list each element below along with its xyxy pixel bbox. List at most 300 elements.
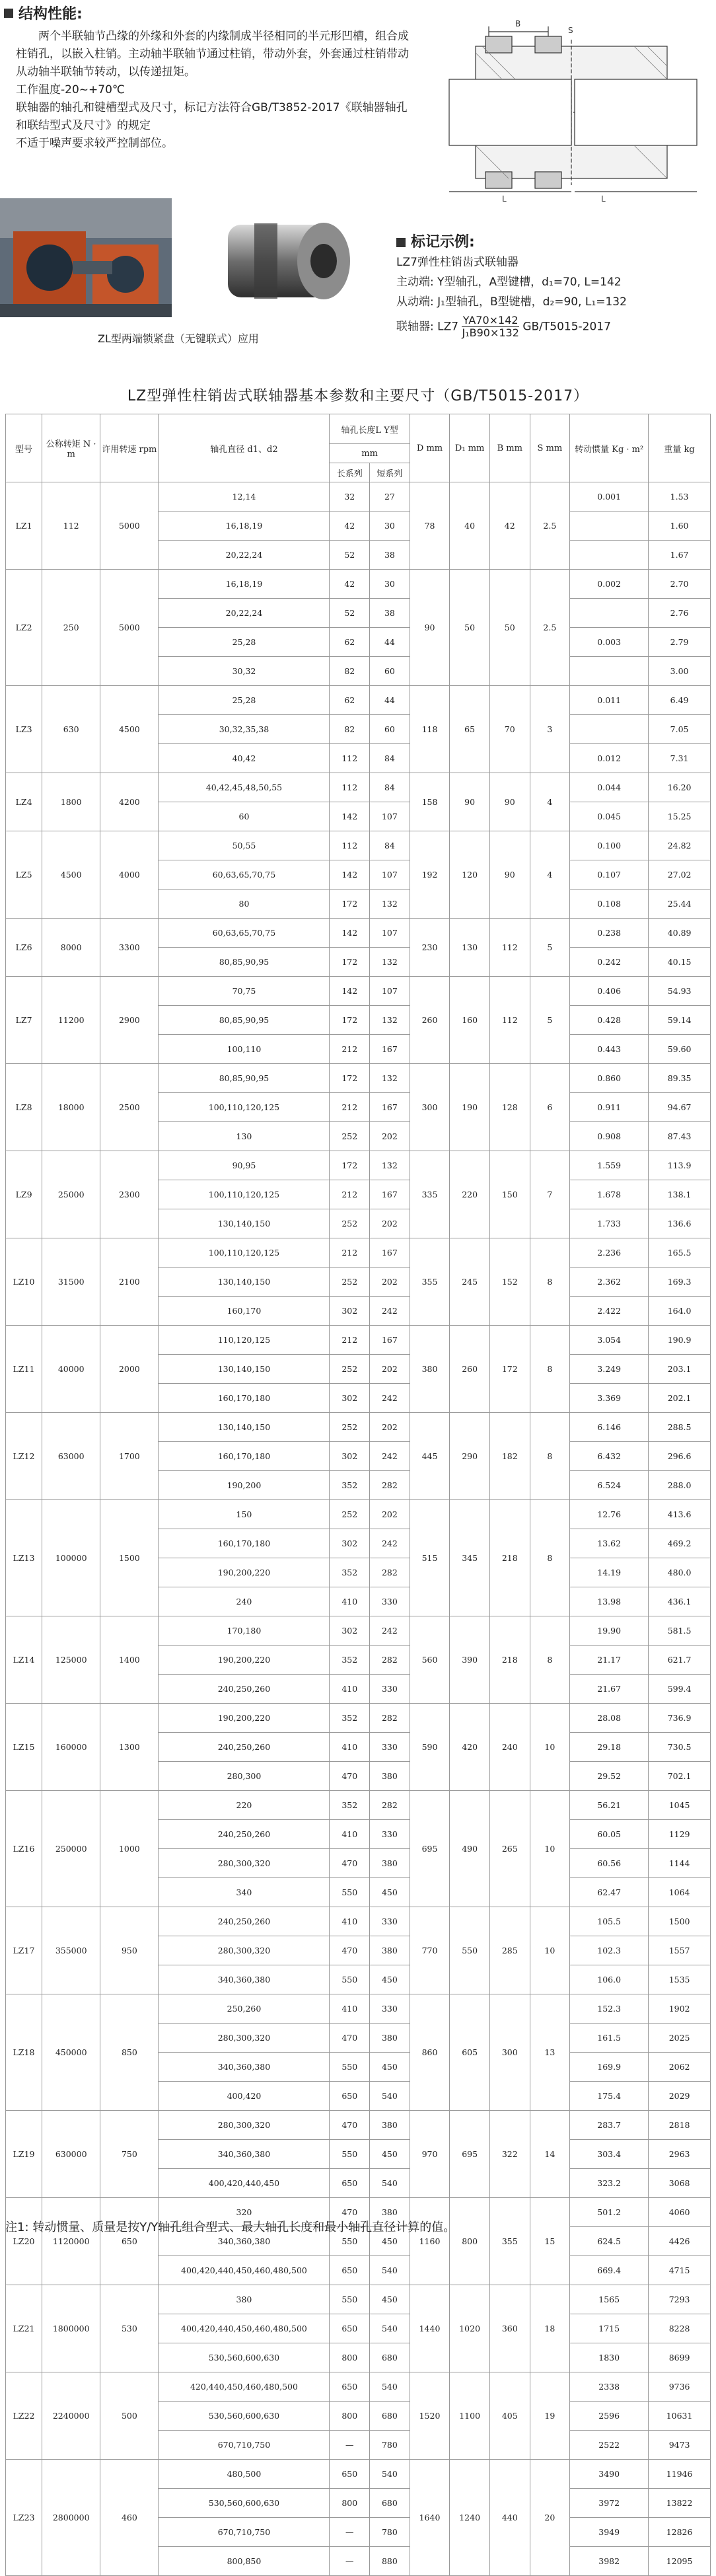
desc-paragraph-2: 工作温度-20~+70℃ bbox=[16, 83, 125, 96]
cell-speed: 5000 bbox=[100, 482, 159, 570]
table-row bbox=[6, 831, 711, 860]
cell-short: 107 bbox=[370, 919, 410, 948]
cell-inertia: 3.369 bbox=[570, 1384, 649, 1413]
table-row bbox=[6, 686, 711, 715]
cell-short: 167 bbox=[370, 1093, 410, 1122]
cell-bore: 60,63,65,70,75 bbox=[159, 919, 330, 948]
cell-short: 282 bbox=[370, 1646, 410, 1675]
desc-paragraph-4: 不适于噪声要求较严控制部位。 bbox=[16, 137, 173, 150]
cell-B: 240 bbox=[489, 1704, 530, 1791]
cell-long: 650 bbox=[330, 2256, 370, 2285]
cell-weight: 288.0 bbox=[649, 1471, 711, 1500]
cell-long: 800 bbox=[330, 2489, 370, 2518]
cell-bore: 60 bbox=[159, 802, 330, 831]
cell-short: 132 bbox=[370, 948, 410, 977]
cell-bore: 380 bbox=[159, 2285, 330, 2314]
cell-short: 380 bbox=[370, 2198, 410, 2227]
cell-short: 27 bbox=[370, 482, 410, 511]
svg-text:L: L bbox=[601, 194, 606, 204]
cell-S: 14 bbox=[530, 2111, 570, 2198]
cell-bore: 420,440,450,460,480,500 bbox=[159, 2372, 330, 2402]
cell-short: 680 bbox=[370, 2402, 410, 2431]
cell-short: 202 bbox=[370, 1268, 410, 1297]
cell-B: 50 bbox=[489, 570, 530, 686]
cell-weight: 1535 bbox=[649, 1965, 711, 1994]
cell-inertia: 3.249 bbox=[570, 1355, 649, 1384]
coupling-cross-section-drawing bbox=[436, 7, 707, 205]
cell-weight: 15.25 bbox=[649, 802, 711, 831]
cell-inertia: 2.422 bbox=[570, 1297, 649, 1326]
cell-short: 330 bbox=[370, 1675, 410, 1704]
marking-line-3: 从动端: J₁型轴孔，B型键槽，d₂=90, L₁=132 bbox=[396, 295, 627, 309]
cell-short: 780 bbox=[370, 2431, 410, 2460]
cell-inertia: 2338 bbox=[570, 2372, 649, 2402]
cell-weight: 599.4 bbox=[649, 1675, 711, 1704]
cell-B: 42 bbox=[489, 482, 530, 570]
cell-inertia: 169.9 bbox=[570, 2053, 649, 2082]
cell-torque: 2240000 bbox=[42, 2372, 100, 2460]
cell-speed: 500 bbox=[100, 2372, 159, 2460]
fraction-bottom: J₁B90×132 bbox=[462, 326, 519, 339]
cell-short: 330 bbox=[370, 1994, 410, 2024]
cell-long: 42 bbox=[330, 511, 370, 541]
cell-bore: 240 bbox=[159, 1587, 330, 1616]
table-row bbox=[6, 1994, 711, 2024]
cell-S: 4 bbox=[530, 831, 570, 919]
cell-model: LZ16 bbox=[6, 1791, 42, 1907]
cell-long: 252 bbox=[330, 1209, 370, 1238]
cell-short: 107 bbox=[370, 802, 410, 831]
cell-long: — bbox=[330, 2431, 370, 2460]
cell-long: 302 bbox=[330, 1529, 370, 1558]
cell-speed: 1400 bbox=[100, 1616, 159, 1704]
cell-weight: 621.7 bbox=[649, 1646, 711, 1675]
cell-short: 167 bbox=[370, 1238, 410, 1268]
cell-D1: 420 bbox=[450, 1704, 490, 1791]
table-row bbox=[6, 1500, 711, 1529]
cell-bore: 130,140,150 bbox=[159, 1355, 330, 1384]
cell-B: 112 bbox=[489, 919, 530, 977]
cell-long: 52 bbox=[330, 599, 370, 628]
cell-speed: 950 bbox=[100, 1907, 159, 1994]
cell-weight: 1557 bbox=[649, 1936, 711, 1965]
cell-bore: 170,180 bbox=[159, 1616, 330, 1646]
cell-torque: 160000 bbox=[42, 1704, 100, 1791]
cell-model: LZ9 bbox=[6, 1151, 42, 1238]
cell-inertia: 0.911 bbox=[570, 1093, 649, 1122]
cell-B: 128 bbox=[489, 1064, 530, 1151]
cell-inertia: 3949 bbox=[570, 2518, 649, 2547]
cell-bore: 160,170,180 bbox=[159, 1529, 330, 1558]
cell-short: 60 bbox=[370, 657, 410, 686]
cell-inertia: 2.236 bbox=[570, 1238, 649, 1268]
cell-B: 265 bbox=[489, 1791, 530, 1907]
cell-bore: 320 bbox=[159, 2198, 330, 2227]
cell-weight: 2818 bbox=[649, 2111, 711, 2140]
cell-long: 650 bbox=[330, 2314, 370, 2343]
cell-model: LZ7 bbox=[6, 977, 42, 1064]
cell-bore: 40,42 bbox=[159, 744, 330, 773]
cell-long: 212 bbox=[330, 1093, 370, 1122]
cell-long: 252 bbox=[330, 1413, 370, 1442]
cell-D1: 390 bbox=[450, 1616, 490, 1704]
cell-weight: 1129 bbox=[649, 1820, 711, 1849]
cell-B: 218 bbox=[489, 1500, 530, 1616]
cell-short: 242 bbox=[370, 1616, 410, 1646]
cell-D: 1520 bbox=[410, 2372, 450, 2460]
cell-inertia: 0.003 bbox=[570, 628, 649, 657]
cell-inertia: 0.002 bbox=[570, 570, 649, 599]
cell-S: 10 bbox=[530, 1704, 570, 1791]
cell-weight: 9736 bbox=[649, 2372, 711, 2402]
cell-bore: 150 bbox=[159, 1500, 330, 1529]
cell-inertia: 29.52 bbox=[570, 1762, 649, 1791]
cell-long: 470 bbox=[330, 2111, 370, 2140]
svg-text:L: L bbox=[502, 194, 507, 204]
cell-weight: 138.1 bbox=[649, 1180, 711, 1209]
cell-weight: 1.60 bbox=[649, 511, 711, 541]
cell-inertia bbox=[570, 599, 649, 628]
cell-model: LZ18 bbox=[6, 1994, 42, 2111]
cell-long: 172 bbox=[330, 890, 370, 919]
cell-short: 450 bbox=[370, 2053, 410, 2082]
cell-long: 650 bbox=[330, 2460, 370, 2489]
cell-model: LZ19 bbox=[6, 2111, 42, 2198]
table-row bbox=[6, 773, 711, 802]
cell-short: 450 bbox=[370, 2227, 410, 2256]
cell-inertia: 3490 bbox=[570, 2460, 649, 2489]
cell-weight: 27.02 bbox=[649, 860, 711, 890]
cell-D: 515 bbox=[410, 1500, 450, 1616]
cell-bore: 80 bbox=[159, 890, 330, 919]
cell-short: 44 bbox=[370, 628, 410, 657]
cell-bore: 16,18,19 bbox=[159, 511, 330, 541]
cell-long: 800 bbox=[330, 2343, 370, 2372]
cell-long: 252 bbox=[330, 1500, 370, 1529]
cell-D1: 160 bbox=[450, 977, 490, 1064]
marking-title: 标记示例: bbox=[396, 233, 707, 252]
cell-model: LZ13 bbox=[6, 1500, 42, 1616]
svg-text:B: B bbox=[515, 19, 521, 28]
cell-torque: 112 bbox=[42, 482, 100, 570]
cell-weight: 469.2 bbox=[649, 1529, 711, 1558]
cell-bore: 400,420 bbox=[159, 2082, 330, 2111]
cell-speed: 530 bbox=[100, 2285, 159, 2372]
cell-bore: 20,22,24 bbox=[159, 541, 330, 570]
cell-short: 107 bbox=[370, 860, 410, 890]
cell-long: 550 bbox=[330, 1878, 370, 1907]
cell-D: 335 bbox=[410, 1151, 450, 1238]
cell-D1: 1100 bbox=[450, 2372, 490, 2460]
cell-B: 150 bbox=[489, 1151, 530, 1238]
cell-bore: 240,250,260 bbox=[159, 1675, 330, 1704]
marking-formula bbox=[396, 315, 707, 339]
cell-short: 540 bbox=[370, 2314, 410, 2343]
cell-inertia: 13.62 bbox=[570, 1529, 649, 1558]
cell-long: 470 bbox=[330, 1849, 370, 1878]
cell-inertia: 0.108 bbox=[570, 890, 649, 919]
cell-B: 182 bbox=[489, 1413, 530, 1500]
cell-model: LZ23 bbox=[6, 2460, 42, 2576]
cell-inertia: 105.5 bbox=[570, 1907, 649, 1936]
cell-inertia: 283.7 bbox=[570, 2111, 649, 2140]
cell-torque: 1800 bbox=[42, 773, 100, 831]
cell-long: 410 bbox=[330, 1733, 370, 1762]
cell-weight: 10631 bbox=[649, 2402, 711, 2431]
cell-inertia: 323.2 bbox=[570, 2169, 649, 2198]
cell-bore: 30,32 bbox=[159, 657, 330, 686]
cell-bore: 800,850 bbox=[159, 2547, 330, 2576]
cell-long: — bbox=[330, 2518, 370, 2547]
cell-weight: 436.1 bbox=[649, 1587, 711, 1616]
cell-S: 8 bbox=[530, 1238, 570, 1326]
cell-bore: 340,360,380 bbox=[159, 2227, 330, 2256]
cell-short: 282 bbox=[370, 1704, 410, 1733]
cell-D: 78 bbox=[410, 482, 450, 570]
cell-S: 8 bbox=[530, 1326, 570, 1413]
cell-long: 52 bbox=[330, 541, 370, 570]
cell-B: 112 bbox=[489, 977, 530, 1064]
cell-bore: 100,110,120,125 bbox=[159, 1180, 330, 1209]
cell-S: 7 bbox=[530, 1151, 570, 1238]
cell-inertia: 0.012 bbox=[570, 744, 649, 773]
cell-speed: 1500 bbox=[100, 1500, 159, 1616]
cell-D1: 65 bbox=[450, 686, 490, 773]
cell-short: 540 bbox=[370, 2372, 410, 2402]
cell-inertia: 0.908 bbox=[570, 1122, 649, 1151]
cell-weight: 2025 bbox=[649, 2024, 711, 2053]
cell-torque: 250000 bbox=[42, 1791, 100, 1907]
cell-weight: 1.53 bbox=[649, 482, 711, 511]
cell-inertia: 3.054 bbox=[570, 1326, 649, 1355]
cell-D: 560 bbox=[410, 1616, 450, 1704]
cell-long: 410 bbox=[330, 1994, 370, 2024]
cell-bore: 70,75 bbox=[159, 977, 330, 1006]
cell-inertia: 0.044 bbox=[570, 773, 649, 802]
cell-B: 440 bbox=[489, 2460, 530, 2576]
cell-torque: 18000 bbox=[42, 1064, 100, 1151]
cell-torque: 25000 bbox=[42, 1151, 100, 1238]
cell-bore: 160,170,180 bbox=[159, 1442, 330, 1471]
cell-weight: 1500 bbox=[649, 1907, 711, 1936]
cell-D1: 40 bbox=[450, 482, 490, 570]
cell-inertia: 0.238 bbox=[570, 919, 649, 948]
cell-weight: 3068 bbox=[649, 2169, 711, 2198]
cell-long: 212 bbox=[330, 1180, 370, 1209]
cell-model: LZ6 bbox=[6, 919, 42, 977]
cell-weight: 702.1 bbox=[649, 1762, 711, 1791]
header-inertia: 转动惯量 Kg · m² bbox=[570, 414, 649, 482]
cell-D: 590 bbox=[410, 1704, 450, 1791]
cell-long: 212 bbox=[330, 1238, 370, 1268]
cell-inertia: 1.678 bbox=[570, 1180, 649, 1209]
cell-speed: 3300 bbox=[100, 919, 159, 977]
cell-inertia: 0.406 bbox=[570, 977, 649, 1006]
cell-long: 470 bbox=[330, 1936, 370, 1965]
cell-D: 90 bbox=[410, 570, 450, 686]
cell-short: 450 bbox=[370, 1878, 410, 1907]
cell-bore: 530,560,600,630 bbox=[159, 2343, 330, 2372]
cell-bore: 130 bbox=[159, 1122, 330, 1151]
cell-D1: 490 bbox=[450, 1791, 490, 1907]
cell-long: 550 bbox=[330, 2285, 370, 2314]
cell-bore: 20,22,24 bbox=[159, 599, 330, 628]
cell-inertia: 0.242 bbox=[570, 948, 649, 977]
cell-short: 330 bbox=[370, 1907, 410, 1936]
cell-D1: 220 bbox=[450, 1151, 490, 1238]
structure-description bbox=[16, 28, 412, 153]
cell-B: 90 bbox=[489, 773, 530, 831]
cell-S: 5 bbox=[530, 919, 570, 977]
cell-bore: 250,260 bbox=[159, 1994, 330, 2024]
cell-weight: 2029 bbox=[649, 2082, 711, 2111]
specifications-table bbox=[5, 414, 711, 2576]
cell-bore: 25,28 bbox=[159, 628, 330, 657]
cell-D1: 130 bbox=[450, 919, 490, 977]
cell-torque: 450000 bbox=[42, 1994, 100, 2111]
table-row bbox=[6, 570, 711, 599]
cell-short: 330 bbox=[370, 1820, 410, 1849]
cell-short: 282 bbox=[370, 1558, 410, 1587]
cell-short: 202 bbox=[370, 1122, 410, 1151]
cell-bore: 190,200,220 bbox=[159, 1704, 330, 1733]
cell-B: 285 bbox=[489, 1907, 530, 1994]
cell-model: LZ3 bbox=[6, 686, 42, 773]
cell-short: 167 bbox=[370, 1326, 410, 1355]
cell-inertia: 28.08 bbox=[570, 1704, 649, 1733]
cell-long: 550 bbox=[330, 2140, 370, 2169]
cell-inertia: 3972 bbox=[570, 2489, 649, 2518]
cell-torque: 63000 bbox=[42, 1413, 100, 1500]
cell-weight: 581.5 bbox=[649, 1616, 711, 1646]
cell-D: 230 bbox=[410, 919, 450, 977]
header-D1: D₁ mm bbox=[450, 414, 490, 482]
cell-long: 650 bbox=[330, 2372, 370, 2402]
cell-bore: 530,560,600,630 bbox=[159, 2489, 330, 2518]
cell-S: 6 bbox=[530, 1064, 570, 1151]
cell-bore: 130,140,150 bbox=[159, 1209, 330, 1238]
fraction-top: YA70×142 bbox=[462, 314, 519, 326]
cell-long: 800 bbox=[330, 2402, 370, 2431]
cell-short: 380 bbox=[370, 1762, 410, 1791]
cell-weight: 13822 bbox=[649, 2489, 711, 2518]
cell-short: 540 bbox=[370, 2082, 410, 2111]
cell-torque: 100000 bbox=[42, 1500, 100, 1616]
cell-D1: 50 bbox=[450, 570, 490, 686]
cell-model: LZ12 bbox=[6, 1413, 42, 1500]
cell-short: 242 bbox=[370, 1384, 410, 1413]
cell-S: 15 bbox=[530, 2198, 570, 2285]
cell-torque: 1800000 bbox=[42, 2285, 100, 2372]
cell-short: 450 bbox=[370, 2285, 410, 2314]
table-row bbox=[6, 2460, 711, 2489]
cell-B: 218 bbox=[489, 1616, 530, 1704]
cell-weight: 6.49 bbox=[649, 686, 711, 715]
cell-B: 90 bbox=[489, 831, 530, 919]
table-row bbox=[6, 1907, 711, 1936]
cell-short: 380 bbox=[370, 1849, 410, 1878]
cell-B: 70 bbox=[489, 686, 530, 773]
cell-torque: 40000 bbox=[42, 1326, 100, 1413]
cell-D1: 290 bbox=[450, 1413, 490, 1500]
cell-torque: 4500 bbox=[42, 831, 100, 919]
cell-inertia: 21.67 bbox=[570, 1675, 649, 1704]
cell-S: 10 bbox=[530, 1791, 570, 1907]
cell-short: 242 bbox=[370, 1442, 410, 1471]
cell-speed: 4500 bbox=[100, 686, 159, 773]
cell-model: LZ4 bbox=[6, 773, 42, 831]
cell-inertia: 3982 bbox=[570, 2547, 649, 2576]
header-unit: mm bbox=[330, 444, 410, 463]
cell-bore: 240,250,260 bbox=[159, 1907, 330, 1936]
cell-long: 352 bbox=[330, 1704, 370, 1733]
cell-speed: 460 bbox=[100, 2460, 159, 2576]
cell-bore: 100,110,120,125 bbox=[159, 1238, 330, 1268]
cell-short: 780 bbox=[370, 2518, 410, 2547]
cell-short: 202 bbox=[370, 1413, 410, 1442]
cell-inertia: 2522 bbox=[570, 2431, 649, 2460]
cell-weight: 40.89 bbox=[649, 919, 711, 948]
header-S: S mm bbox=[530, 414, 570, 482]
cell-S: 18 bbox=[530, 2285, 570, 2372]
cell-bore: 160,170 bbox=[159, 1297, 330, 1326]
cell-inertia: 13.98 bbox=[570, 1587, 649, 1616]
cell-speed: 4000 bbox=[100, 831, 159, 919]
cell-torque: 125000 bbox=[42, 1616, 100, 1704]
cell-weight: 1144 bbox=[649, 1849, 711, 1878]
cell-bore: 190,200 bbox=[159, 1471, 330, 1500]
cell-weight: 1.67 bbox=[649, 541, 711, 570]
cell-long: 82 bbox=[330, 657, 370, 686]
cell-long: 470 bbox=[330, 2024, 370, 2053]
cell-D1: 1240 bbox=[450, 2460, 490, 2576]
cell-weight: 4060 bbox=[649, 2198, 711, 2227]
cell-inertia: 1830 bbox=[570, 2343, 649, 2372]
cell-weight: 16.20 bbox=[649, 773, 711, 802]
table-row bbox=[6, 977, 711, 1006]
cell-bore: 240,250,260 bbox=[159, 1733, 330, 1762]
structure-title: 结构性能: bbox=[4, 3, 83, 23]
cell-weight: 2963 bbox=[649, 2140, 711, 2169]
table-row bbox=[6, 919, 711, 948]
cell-D1: 190 bbox=[450, 1064, 490, 1151]
cell-bore: 280,300,320 bbox=[159, 1936, 330, 1965]
cell-speed: 2500 bbox=[100, 1064, 159, 1151]
cell-short: 202 bbox=[370, 1355, 410, 1384]
cell-long: 352 bbox=[330, 1471, 370, 1500]
cell-short: 132 bbox=[370, 1006, 410, 1035]
cell-bore: 30,32,35,38 bbox=[159, 715, 330, 744]
footnote: 注1: 转动惯量、质量是按Y/Y轴孔组合型式、最大轴孔长度和最小轴孔直径计算的值。 bbox=[5, 2220, 456, 2234]
cell-short: 30 bbox=[370, 511, 410, 541]
cell-bore: 240,250,260 bbox=[159, 1820, 330, 1849]
cell-bore: 16,18,19 bbox=[159, 570, 330, 599]
table-row bbox=[6, 2372, 711, 2402]
cell-torque: 355000 bbox=[42, 1907, 100, 1994]
cell-short: 132 bbox=[370, 890, 410, 919]
cell-inertia: 0.860 bbox=[570, 1064, 649, 1093]
cell-weight: 40.15 bbox=[649, 948, 711, 977]
cell-long: 410 bbox=[330, 1907, 370, 1936]
cell-weight: 296.6 bbox=[649, 1442, 711, 1471]
cell-long: 112 bbox=[330, 831, 370, 860]
header-short: 短系列 bbox=[370, 463, 410, 482]
marking-line-2: 主动端: Y型轴孔，A型键槽，d₁=70, L=142 bbox=[396, 276, 622, 289]
cell-long: 142 bbox=[330, 977, 370, 1006]
cell-B: 360 bbox=[489, 2285, 530, 2372]
cell-long: 172 bbox=[330, 1006, 370, 1035]
cell-short: 167 bbox=[370, 1180, 410, 1209]
